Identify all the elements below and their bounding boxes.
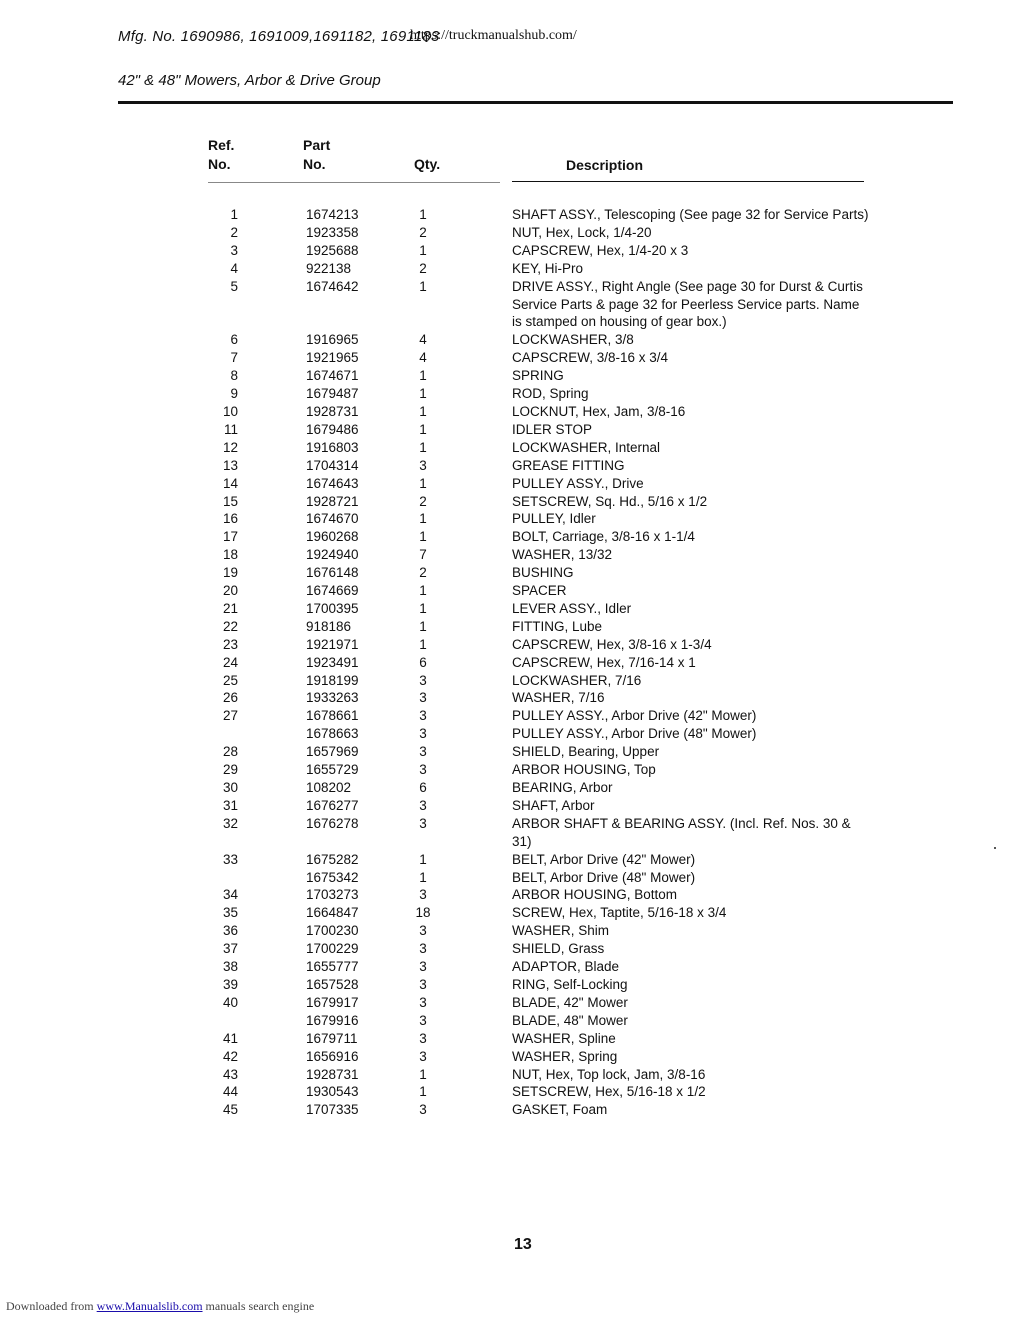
part-number: 1664847 bbox=[306, 905, 359, 921]
quantity: 3 bbox=[419, 923, 427, 939]
part-description: SPACER bbox=[512, 583, 567, 599]
ref-number: 6 bbox=[230, 332, 238, 348]
manualslib-link[interactable]: www.Manualslib.com bbox=[96, 1299, 203, 1313]
quantity: 2 bbox=[419, 493, 427, 509]
quantity: 3 bbox=[419, 744, 427, 760]
part-number: 1918199 bbox=[306, 672, 359, 688]
ref-number: 28 bbox=[222, 744, 238, 760]
table-row bbox=[0, 761, 1020, 779]
part-description: DRIVE ASSY., Right Angle (See page 30 for Durst & Curtis Service Parts & page 32 for Peerless Service parts. Name is stamped on housing of gear box.) bbox=[512, 278, 863, 330]
part-number: 1923491 bbox=[306, 654, 359, 670]
ref-number: 14 bbox=[222, 475, 238, 491]
ref-number: 34 bbox=[222, 887, 238, 903]
col-header-part-line2: No. bbox=[303, 156, 326, 172]
quantity: 4 bbox=[419, 350, 427, 366]
ref-number: 8 bbox=[230, 368, 238, 384]
quantity: 7 bbox=[419, 547, 427, 563]
part-description: SCREW, Hex, Taptite, 5/16-18 x 3/4 bbox=[512, 905, 727, 921]
col-header-ref-line1: Ref. bbox=[208, 137, 235, 153]
table-row bbox=[0, 475, 1020, 493]
col-header-ref-line2: No. bbox=[208, 156, 231, 172]
quantity: 6 bbox=[419, 780, 427, 795]
quantity: 1 bbox=[419, 475, 427, 491]
part-number: 108202 bbox=[306, 780, 352, 795]
ref-number: 18 bbox=[222, 547, 238, 563]
part-description: BELT, Arbor Drive (48" Mower) bbox=[512, 869, 696, 885]
table-row bbox=[0, 886, 1020, 904]
part-number: 1674642 bbox=[306, 278, 359, 294]
part-number: 1674670 bbox=[306, 511, 359, 527]
table-row bbox=[0, 528, 1020, 546]
table-row bbox=[0, 564, 1020, 582]
part-description: LOCKWASHER, Internal bbox=[512, 439, 661, 455]
quantity: 1 bbox=[419, 1066, 427, 1082]
quantity: 1 bbox=[419, 583, 427, 599]
part-number: 1933263 bbox=[306, 690, 359, 706]
table-row bbox=[0, 689, 1020, 707]
part-number: 1928721 bbox=[306, 493, 359, 509]
part-number: 1679711 bbox=[306, 1030, 358, 1046]
quantity: 3 bbox=[419, 690, 427, 706]
ref-number: 27 bbox=[222, 708, 238, 724]
quantity: 3 bbox=[419, 887, 427, 903]
quantity: 2 bbox=[419, 224, 427, 240]
part-number: 1678663 bbox=[306, 726, 359, 742]
part-description: BOLT, Carriage, 3/8-16 x 1-1/4 bbox=[512, 529, 695, 545]
part-number: 1679917 bbox=[306, 994, 359, 1010]
ref-number: 41 bbox=[222, 1030, 238, 1046]
part-number: 1925688 bbox=[306, 242, 359, 258]
part-number: 1707335 bbox=[306, 1102, 359, 1118]
part-number: 1923358 bbox=[306, 224, 359, 240]
part-number: 1700395 bbox=[306, 600, 359, 616]
col-header-part-line1: Part bbox=[303, 137, 331, 153]
header-underline-description bbox=[512, 181, 864, 182]
part-number: 918186 bbox=[306, 618, 352, 634]
quantity: 1 bbox=[419, 278, 427, 294]
part-number: 1928731 bbox=[306, 1066, 359, 1082]
quantity: 3 bbox=[419, 976, 427, 992]
part-number: 1678661 bbox=[306, 708, 359, 724]
part-description: CAPSCREW, Hex, 3/8-16 x 1-3/4 bbox=[512, 636, 712, 652]
table-row bbox=[0, 725, 1020, 743]
ref-number: 43 bbox=[222, 1066, 238, 1082]
table-row bbox=[0, 618, 1020, 636]
ref-number: 24 bbox=[222, 654, 238, 670]
table-row bbox=[0, 779, 1020, 797]
ref-number: 23 bbox=[222, 636, 238, 652]
header-rule bbox=[118, 101, 953, 104]
table-row bbox=[0, 331, 1020, 349]
part-number: 1674213 bbox=[306, 207, 359, 222]
quantity: 4 bbox=[419, 332, 427, 348]
part-number: 1930543 bbox=[306, 1084, 359, 1100]
table-row bbox=[0, 1101, 1020, 1119]
ref-number: 5 bbox=[230, 278, 238, 294]
part-number: 1676277 bbox=[306, 797, 359, 813]
ref-number: 44 bbox=[222, 1084, 238, 1100]
part-description: BELT, Arbor Drive (42" Mower) bbox=[512, 851, 696, 867]
table-row bbox=[0, 1066, 1020, 1084]
quantity: 1 bbox=[419, 511, 427, 527]
table-row bbox=[0, 206, 1020, 224]
part-number: 1921971 bbox=[306, 636, 359, 652]
quantity: 1 bbox=[419, 421, 427, 437]
quantity: 1 bbox=[419, 636, 427, 652]
ref-number: 35 bbox=[222, 905, 238, 921]
part-number: 1675282 bbox=[306, 851, 359, 867]
page-number: 13 bbox=[514, 1236, 532, 1253]
part-number: 922138 bbox=[306, 260, 352, 276]
ref-number: 26 bbox=[222, 690, 238, 706]
part-number: 1675342 bbox=[306, 869, 359, 885]
part-description: CAPSCREW, Hex, 1/4-20 x 3 bbox=[512, 242, 689, 258]
section-title: 42" & 48" Mowers, Arbor & Drive Group bbox=[118, 72, 381, 89]
part-number: 1679487 bbox=[306, 386, 359, 402]
quantity: 1 bbox=[419, 1084, 427, 1100]
part-description: ARBOR HOUSING, Top bbox=[512, 762, 656, 778]
part-description: BLADE, 42" Mower bbox=[512, 994, 628, 1010]
table-row bbox=[0, 457, 1020, 475]
part-description: BLADE, 48" Mower bbox=[512, 1012, 628, 1028]
part-description: LOCKWASHER, 3/8 bbox=[512, 332, 634, 348]
table-row bbox=[0, 439, 1020, 457]
quantity: 1 bbox=[419, 869, 427, 885]
table-row bbox=[0, 385, 1020, 403]
table-row bbox=[0, 815, 1020, 851]
part-number: 1674671 bbox=[306, 368, 359, 384]
ref-number: 3 bbox=[230, 242, 238, 258]
part-description: GREASE FITTING bbox=[512, 457, 625, 473]
quantity: 3 bbox=[419, 1030, 427, 1046]
ref-number: 1 bbox=[230, 207, 238, 222]
ref-number: 40 bbox=[222, 994, 238, 1010]
part-description: FITTING, Lube bbox=[512, 618, 603, 634]
ref-number: 38 bbox=[222, 959, 238, 975]
quantity: 1 bbox=[419, 368, 427, 384]
part-number: 1676278 bbox=[306, 815, 359, 831]
ref-number: 20 bbox=[222, 583, 238, 599]
footer-prefix: Downloaded from bbox=[6, 1299, 94, 1313]
part-description: ROD, Spring bbox=[512, 386, 589, 402]
quantity: 3 bbox=[419, 959, 427, 975]
col-header-qty: Qty. bbox=[414, 156, 441, 172]
table-row bbox=[0, 403, 1020, 421]
quantity: 3 bbox=[419, 708, 427, 724]
part-description: ADAPTOR, Blade bbox=[512, 959, 620, 975]
ref-number: 33 bbox=[222, 851, 238, 867]
table-row bbox=[0, 546, 1020, 564]
table-row bbox=[0, 1048, 1020, 1066]
part-description: SHAFT, Arbor bbox=[512, 797, 595, 813]
download-footer bbox=[6, 1299, 314, 1314]
part-description: NUT, Hex, Top lock, Jam, 3/8-16 bbox=[512, 1066, 706, 1082]
quantity: 3 bbox=[419, 1012, 427, 1028]
quantity: 3 bbox=[419, 457, 427, 473]
quantity: 1 bbox=[419, 851, 427, 867]
part-description: WASHER, 7/16 bbox=[512, 690, 605, 706]
ref-number: 31 bbox=[222, 797, 238, 813]
part-description: SPRING bbox=[512, 368, 564, 384]
footer-suffix: manuals search engine bbox=[205, 1299, 315, 1313]
part-number: 1676148 bbox=[306, 565, 359, 581]
table-row bbox=[0, 922, 1020, 940]
mfg-number-heading: Mfg. No. 1690986, 1691009,1691182, 1691183 bbox=[118, 28, 440, 45]
quantity: 18 bbox=[415, 905, 431, 921]
parts-table bbox=[0, 206, 1020, 1119]
table-row bbox=[0, 851, 1020, 869]
ref-number: 2 bbox=[230, 224, 238, 240]
part-description: CAPSCREW, Hex, 7/16-14 x 1 bbox=[512, 654, 696, 670]
part-description: BEARING, Arbor bbox=[512, 780, 613, 795]
ref-number: 7 bbox=[230, 350, 238, 366]
table-row bbox=[0, 1012, 1020, 1030]
table-row bbox=[0, 904, 1020, 922]
quantity: 1 bbox=[419, 600, 427, 616]
table-row bbox=[0, 224, 1020, 242]
ref-number: 30 bbox=[222, 780, 238, 795]
quantity: 2 bbox=[419, 260, 427, 276]
table-row bbox=[0, 1030, 1020, 1048]
part-number: 1679916 bbox=[306, 1012, 359, 1028]
ref-number: 42 bbox=[222, 1048, 238, 1064]
part-description: LOCKWASHER, 7/16 bbox=[512, 672, 642, 688]
quantity: 3 bbox=[419, 1102, 427, 1118]
quantity: 1 bbox=[419, 242, 427, 258]
table-row bbox=[0, 1083, 1020, 1101]
table-row bbox=[0, 510, 1020, 528]
part-description: SHAFT ASSY., Telescoping (See page 32 for Service Parts) bbox=[512, 207, 869, 222]
table-row bbox=[0, 976, 1020, 994]
table-row bbox=[0, 582, 1020, 600]
ref-number: 15 bbox=[222, 493, 238, 509]
ref-number: 39 bbox=[222, 976, 238, 992]
table-row bbox=[0, 421, 1020, 439]
part-description: ARBOR SHAFT & BEARING ASSY. (Incl. Ref. Nos. 30 & 31) bbox=[512, 815, 851, 849]
col-header-part bbox=[303, 136, 330, 174]
ref-number: 21 bbox=[222, 600, 238, 616]
part-description: BUSHING bbox=[512, 565, 574, 581]
part-description: RING, Self-Locking bbox=[512, 976, 628, 992]
table-row bbox=[0, 994, 1020, 1012]
col-header-description: Description bbox=[566, 157, 644, 173]
table-row bbox=[0, 349, 1020, 367]
part-number: 1657528 bbox=[306, 976, 359, 992]
quantity: 3 bbox=[419, 726, 427, 742]
part-description: CAPSCREW, 3/8-16 x 3/4 bbox=[512, 350, 669, 366]
table-row bbox=[0, 869, 1020, 887]
ref-number: 37 bbox=[222, 941, 238, 957]
part-number: 1928731 bbox=[306, 403, 359, 419]
part-description: NUT, Hex, Lock, 1/4-20 bbox=[512, 224, 652, 240]
quantity: 3 bbox=[419, 797, 427, 813]
ref-number: 10 bbox=[222, 403, 238, 419]
table-row bbox=[0, 600, 1020, 618]
part-description: SETSCREW, Sq. Hd., 5/16 x 1/2 bbox=[512, 493, 708, 509]
quantity: 3 bbox=[419, 994, 427, 1010]
quantity: 3 bbox=[419, 815, 427, 831]
quantity: 3 bbox=[419, 672, 427, 688]
part-number: 1916803 bbox=[306, 439, 359, 455]
part-description: SHIELD, Grass bbox=[512, 941, 605, 957]
quantity: 3 bbox=[419, 941, 427, 957]
quantity: 1 bbox=[419, 529, 427, 545]
ref-number: 17 bbox=[222, 529, 238, 545]
part-description: WASHER, 13/32 bbox=[512, 547, 613, 563]
part-number: 1655729 bbox=[306, 762, 359, 778]
part-description: PULLEY ASSY., Arbor Drive (42" Mower) bbox=[512, 708, 757, 724]
part-number: 1704314 bbox=[306, 457, 359, 473]
part-description: IDLER STOP bbox=[512, 421, 593, 437]
col-header-ref bbox=[208, 136, 234, 174]
quantity: 3 bbox=[419, 762, 427, 778]
part-description: PULLEY, Idler bbox=[512, 511, 596, 527]
part-number: 1960268 bbox=[306, 529, 359, 545]
table-row bbox=[0, 278, 1020, 332]
ref-number: 36 bbox=[222, 923, 238, 939]
quantity: 1 bbox=[419, 618, 427, 634]
quantity: 1 bbox=[419, 403, 427, 419]
table-row bbox=[0, 672, 1020, 690]
part-number: 1657969 bbox=[306, 744, 359, 760]
part-number: 1924940 bbox=[306, 547, 359, 563]
ref-number: 32 bbox=[222, 815, 238, 831]
header-underline-left bbox=[208, 182, 500, 183]
part-number: 1655777 bbox=[306, 959, 359, 975]
part-number: 1921965 bbox=[306, 350, 359, 366]
quantity: 6 bbox=[419, 654, 427, 670]
part-number: 1679486 bbox=[306, 421, 359, 437]
part-description: LEVER ASSY., Idler bbox=[512, 600, 632, 616]
part-description: KEY, Hi-Pro bbox=[512, 260, 584, 276]
ref-number: 25 bbox=[222, 672, 238, 688]
table-row bbox=[0, 958, 1020, 976]
part-description: WASHER, Shim bbox=[512, 923, 610, 939]
quantity: 2 bbox=[419, 565, 427, 581]
part-number: 1703273 bbox=[306, 887, 359, 903]
ref-number: 11 bbox=[223, 421, 238, 437]
part-description: WASHER, Spring bbox=[512, 1048, 618, 1064]
table-row bbox=[0, 707, 1020, 725]
ref-number: 22 bbox=[222, 618, 238, 634]
table-row bbox=[0, 743, 1020, 761]
quantity: 1 bbox=[419, 386, 427, 402]
part-number: 1656916 bbox=[306, 1048, 359, 1064]
part-description: GASKET, Foam bbox=[512, 1102, 608, 1118]
part-description: PULLEY ASSY., Arbor Drive (48" Mower) bbox=[512, 726, 757, 742]
table-row bbox=[0, 367, 1020, 385]
scan-speck bbox=[994, 847, 996, 849]
ref-number: 12 bbox=[222, 439, 238, 455]
quantity: 1 bbox=[419, 439, 427, 455]
part-description: WASHER, Spline bbox=[512, 1030, 616, 1046]
table-row bbox=[0, 493, 1020, 511]
ref-number: 13 bbox=[222, 457, 238, 473]
table-row bbox=[0, 260, 1020, 278]
ref-number: 9 bbox=[230, 386, 238, 402]
table-row bbox=[0, 654, 1020, 672]
part-description: LOCKNUT, Hex, Jam, 3/8-16 bbox=[512, 403, 686, 419]
part-number: 1700230 bbox=[306, 923, 359, 939]
part-number: 1674643 bbox=[306, 475, 359, 491]
quantity: 3 bbox=[419, 1048, 427, 1064]
part-description: PULLEY ASSY., Drive bbox=[512, 475, 644, 491]
part-description: ARBOR HOUSING, Bottom bbox=[512, 887, 678, 903]
part-description: SHIELD, Bearing, Upper bbox=[512, 744, 660, 760]
part-description: SETSCREW, Hex, 5/16-18 x 1/2 bbox=[512, 1084, 706, 1100]
ref-number: 19 bbox=[222, 565, 238, 581]
table-row bbox=[0, 242, 1020, 260]
table-row bbox=[0, 940, 1020, 958]
table-row bbox=[0, 636, 1020, 654]
ref-number: 4 bbox=[230, 260, 238, 276]
ref-number: 29 bbox=[222, 762, 238, 778]
part-number: 1674669 bbox=[306, 583, 359, 599]
part-number: 1700229 bbox=[306, 941, 359, 957]
source-url[interactable]: https://truckmanualshub.com/ bbox=[410, 28, 577, 43]
quantity: 1 bbox=[419, 207, 427, 222]
ref-number: 16 bbox=[222, 511, 238, 527]
part-number: 1916965 bbox=[306, 332, 359, 348]
ref-number: 45 bbox=[222, 1102, 238, 1118]
table-row bbox=[0, 797, 1020, 815]
